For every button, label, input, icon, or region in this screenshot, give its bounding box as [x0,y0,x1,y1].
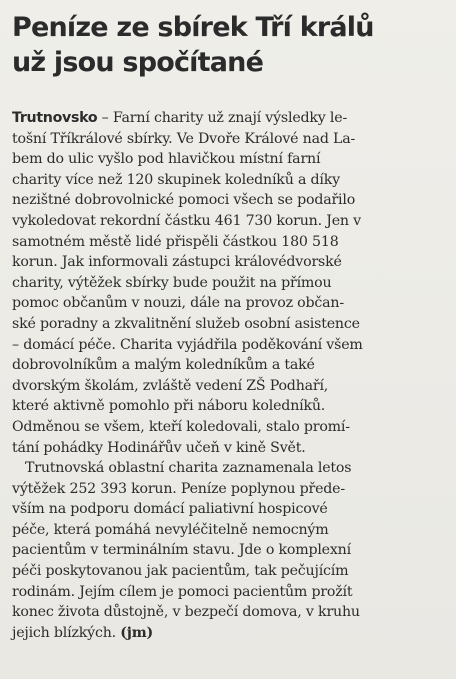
article-line [12,623,444,644]
article-line: vykoledovat rekordní částku 461 730 korun. Jen v [12,212,361,229]
article-paragraph-2 [12,458,444,643]
article-line: pomoc občanům v nouzi, dále na provoz občan- [12,295,344,312]
article-line: tání pohádky Hodinářův učeň v kině Svět. [12,439,306,456]
article-line: vším na podporu domácí paliativní hospicové [12,501,328,518]
article-line: ské poradny a zkvalitnění služeb osobní asistence [12,315,360,332]
headline-line-1: Peníze ze sbírek Tří králů [12,12,374,43]
article-line: dobrovolníkům a malým koledníkům a také [12,357,315,374]
headline-line-2: už jsou spočítané [12,47,264,78]
article-line-text: jejich blízkých. [12,624,121,641]
article-line-text: – Farní charity už znají výsledky le- [97,110,348,126]
article-line: charity více než 120 skupinek koledníků a díky [12,171,340,188]
author-initials: (jm) [120,624,154,641]
article-line: pacientům v terminálním stavu. Jde o komplexní [12,542,351,559]
article-line: Trutnovská oblastní charita zaznamenala letos [25,460,352,477]
article-line: tošní Tříkrálové sbírky. Ve Dvoře Králové nad La- [12,130,356,147]
article-line: konec života důstojně, v bezpečí domova, v kruhu [12,604,360,621]
article-body [12,108,444,643]
dateline: Trutnovsko [12,110,98,126]
article-line: rodinám. Jejím cílem je pomoci pacientům prožít [12,583,353,600]
article-line: bem do ulic vyšlo pod hlavičkou místní farní [12,151,321,168]
article-line: péči poskytovanou jak pacientům, tak pečujícím [12,563,349,580]
article-paragraph-1 [12,108,444,458]
article-line: samotném městě lidé přispěli částkou 180 518 [12,233,339,250]
article-line: které aktivně pomohlo při náboru koledníků. [12,398,326,415]
article-line: péče, která pomáhá nevyléčitelně nemocným [12,521,329,538]
article-line: výtěžek 252 393 korun. Peníze poplynou přede- [12,480,345,497]
headline [12,10,444,80]
article-line: nezištné dobrovolnické pomoci všech se podařilo [12,192,356,209]
article-line: dvorským školám, zvláště vedení ZŠ Podhaří, [12,377,329,394]
article-line: Odměnou se všem, kteří koledovali, stalo promí- [12,418,350,435]
article-line [12,108,444,129]
article-line: – domácí péče. Charita vyjádřila poděkování všem [12,336,363,353]
article-line: korun. Jak informovali zástupci královédvorské [12,254,342,271]
article-line: charity, výtěžek sbírky bude použit na přímou [12,274,332,291]
